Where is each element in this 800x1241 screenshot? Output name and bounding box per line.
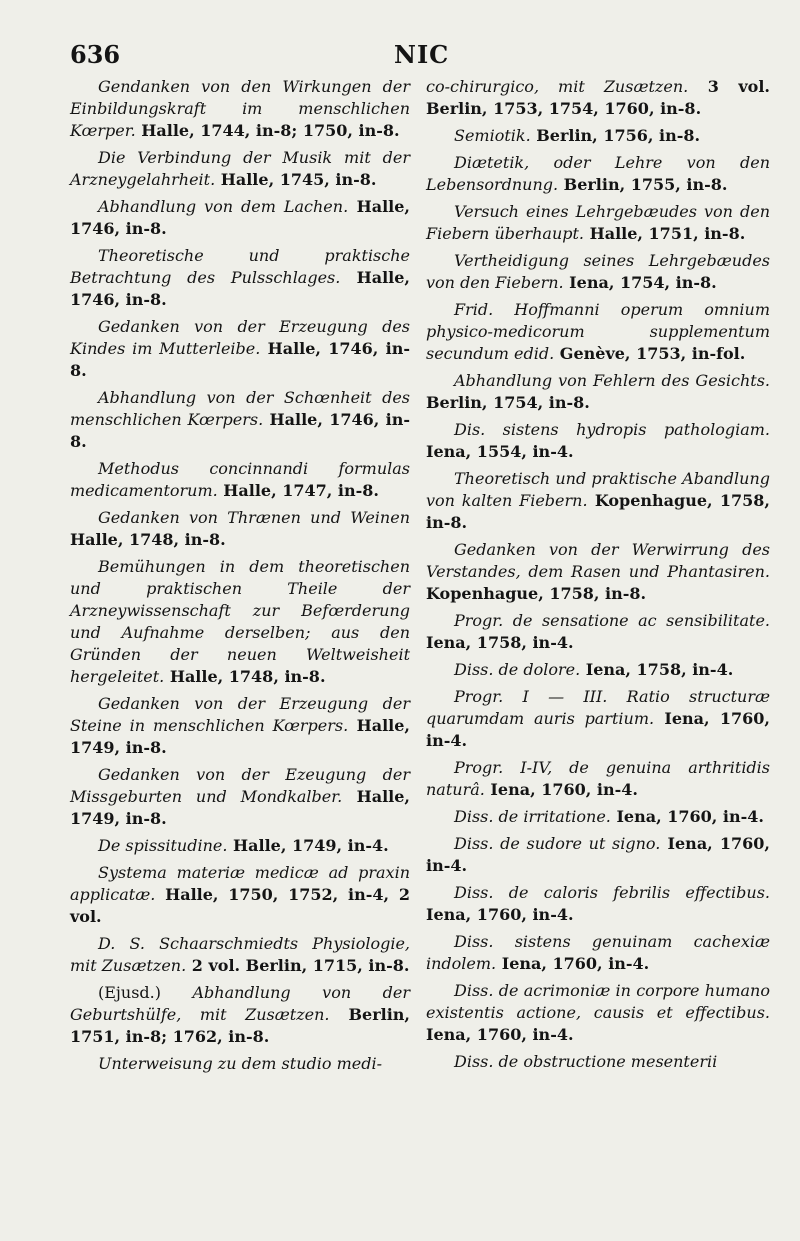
entry-title: Unterweisung zu dem studio medi- bbox=[98, 1054, 382, 1073]
entry-imprint: Halle, 1748, in-8. bbox=[70, 530, 226, 549]
entry-imprint: Iena, 1758, in-4. bbox=[580, 660, 734, 679]
entry-imprint: Berlin, 1751, in-8; 1762, in-8. bbox=[70, 1005, 410, 1046]
entry-imprint: Iena, 1760, in-4. bbox=[426, 905, 574, 924]
entry-title: Semiotik. bbox=[454, 126, 531, 145]
entry-imprint: Halle, 1747, in-8. bbox=[217, 481, 379, 500]
entry-title: Abhandlung von der Geburtshülfe, mit Zusætzen. bbox=[70, 983, 410, 1024]
entry-title: Theoretisch und praktische Abandlung von kalten Fiebern. bbox=[426, 469, 770, 510]
entry-title: Diss. de caloris febrilis effectibus. bbox=[454, 883, 770, 902]
bibliography-entry bbox=[70, 147, 410, 191]
bibliography-entry bbox=[426, 468, 770, 534]
entry-imprint: Iena, 1760, in-4. bbox=[426, 709, 770, 750]
bibliography-entry bbox=[70, 196, 410, 240]
entry-imprint: Halle, 1744, in-8; 1750, in-8. bbox=[135, 121, 400, 140]
entry-title: De spissitudine. bbox=[98, 836, 228, 855]
left-column bbox=[70, 76, 410, 1080]
entry-imprint: Iena, 1758, in-4. bbox=[426, 633, 574, 652]
entry-title: co-chirurgico, mit Zusætzen. bbox=[426, 77, 689, 96]
bibliography-entry bbox=[426, 419, 770, 463]
entry-imprint: 2 vol. Berlin, 1715, in-8. bbox=[186, 956, 410, 975]
entry-title: Abhandlung von Fehlern des Gesichts. bbox=[454, 371, 770, 390]
bibliography-entry bbox=[426, 659, 770, 681]
bibliography-entry bbox=[426, 201, 770, 245]
bibliography-entry bbox=[426, 1051, 770, 1073]
entry-imprint: Iena, 1760, in-4. bbox=[426, 1025, 574, 1044]
bibliography-entry bbox=[426, 125, 770, 147]
entry-title: Abhandlung von der Schœnheit des menschlichen Kœrpers. bbox=[70, 388, 410, 429]
entry-imprint: Iena, 1554, in-4. bbox=[426, 442, 574, 461]
bibliography-entry bbox=[426, 757, 770, 801]
bibliography-entry bbox=[426, 152, 770, 196]
entry-title: Gedanken von der Erzeugung des Kindes im Mutterleibe. bbox=[70, 317, 410, 358]
bibliography-entry bbox=[426, 806, 770, 828]
entry-imprint: Halle, 1748, in-8. bbox=[164, 667, 326, 686]
entry-imprint: Halle, 1746, in-8. bbox=[70, 197, 410, 238]
page-number: 636 bbox=[70, 40, 121, 69]
right-column bbox=[426, 76, 770, 1078]
entry-imprint: Halle, 1749, in-4. bbox=[227, 836, 389, 855]
entry-imprint: Berlin, 1756, in-8. bbox=[530, 126, 701, 145]
bibliography-entry bbox=[70, 933, 410, 977]
entry-title: Methodus concinnandi formulas medicamentorum. bbox=[70, 459, 410, 500]
bibliography-entry bbox=[426, 370, 770, 414]
entry-title: Diss. de acrimoniæ in corpore humano existentis actione, causis et effectibus. bbox=[426, 981, 770, 1022]
entry-imprint: Genève, 1753, in-fol. bbox=[554, 344, 746, 363]
entry-title: Versuch eines Lehrgebæudes von den Fiebern überhaupt. bbox=[426, 202, 770, 243]
bibliography-entry bbox=[426, 931, 770, 975]
bibliography-entry bbox=[426, 882, 770, 926]
entry-title: Dis. sistens hydropis pathologiam. bbox=[454, 420, 770, 439]
bibliography-entry bbox=[70, 1053, 410, 1075]
entry-title: Gedanken von der Werwirrung des Verstandes, dem Rasen und Phantasiren. bbox=[426, 540, 770, 581]
entry-title: Progr. de sensatione ac sensibilitate. bbox=[454, 611, 770, 630]
bibliography-entry bbox=[70, 245, 410, 311]
entry-title: Diætetik, oder Lehre von den Lebensordnung. bbox=[426, 153, 770, 194]
entry-imprint: Iena, 1760, in-4. bbox=[484, 780, 638, 799]
bibliography-entry bbox=[70, 556, 410, 688]
entry-imprint: Halle, 1746, in-8. bbox=[70, 410, 410, 451]
entry-title: Abhandlung von dem Lachen. bbox=[98, 197, 349, 216]
entry-title: D. S. Schaarschmiedts Physiologie, mit Zusætzen. bbox=[70, 934, 410, 975]
entry-title: Diss. sistens genuinam cachexiæ indolem. bbox=[426, 932, 770, 973]
entry-title: Diss. de dolore. bbox=[454, 660, 581, 679]
bibliography-entry bbox=[70, 507, 410, 551]
entry-imprint: Berlin, 1754, in-8. bbox=[426, 393, 590, 412]
entry-imprint: Halle, 1750, 1752, in-4, 2 vol. bbox=[70, 885, 410, 926]
bibliography-entry bbox=[70, 316, 410, 382]
bibliography-entry bbox=[426, 299, 770, 365]
bibliography-entry bbox=[70, 76, 410, 142]
entry-imprint: Iena, 1760, in-4. bbox=[610, 807, 764, 826]
entry-title: Gedanken von Thrænen und Weinen bbox=[98, 508, 410, 527]
page-header bbox=[70, 40, 760, 76]
bibliography-entry bbox=[70, 982, 410, 1048]
entry-imprint: Halle, 1746, in-8. bbox=[70, 268, 410, 309]
bibliography-entry bbox=[426, 250, 770, 294]
entry-title: Vertheidigung seines Lehrgebæudes von den Fiebern. bbox=[426, 251, 770, 292]
entry-title: Systema materiæ medicæ ad praxin applicatæ. bbox=[70, 863, 410, 904]
entry-imprint: 3 vol. Berlin, 1753, 1754, 1760, in-8. bbox=[426, 77, 770, 118]
entry-title: Gendanken von den Wirkungen der Einbildungskraft im menschlichen Kœrper. bbox=[70, 77, 410, 140]
entry-imprint: Berlin, 1755, in-8. bbox=[558, 175, 728, 194]
entry-imprint: Halle, 1746, in-8. bbox=[70, 339, 410, 380]
bibliography-entry bbox=[70, 458, 410, 502]
running-head: NIC bbox=[394, 40, 450, 69]
entry-title: Bemühungen in dem theoretischen und praktischen Theile der Arzneywissenschaft zur Befœrderung und Aufnahme derselben; aus den Gründen der neuen Weltweisheit hergeleitet. bbox=[70, 557, 410, 686]
entry-imprint: Halle, 1749, in-8. bbox=[70, 716, 410, 757]
entry-title: Diss. de obstructione mesenterii bbox=[454, 1052, 718, 1071]
bibliography-entry bbox=[426, 980, 770, 1046]
entry-title: Theoretische und praktische Betrachtung des Pulsschlages. bbox=[70, 246, 410, 287]
entry-imprint: Halle, 1745, in-8. bbox=[215, 170, 377, 189]
entry-title: Frid. Hoffmanni operum omnium physico-medicorum supplementum secundum edid. bbox=[426, 300, 770, 363]
bibliography-entry bbox=[70, 693, 410, 759]
entry-imprint: Iena, 1754, in-8. bbox=[563, 273, 717, 292]
bibliography-entry bbox=[426, 833, 770, 877]
bibliography-entry bbox=[426, 76, 770, 120]
entry-title: Diss. de sudore ut signo. bbox=[454, 834, 661, 853]
entry-imprint: Halle, 1749, in-8. bbox=[70, 787, 411, 828]
entry-imprint: Kopenhague, 1758, in-8. bbox=[426, 584, 647, 603]
bibliography-entry bbox=[70, 764, 410, 830]
entry-imprint: Iena, 1760, in-4. bbox=[496, 954, 650, 973]
entry-prefix: (Ejusd.) bbox=[98, 983, 193, 1002]
bibliography-entry bbox=[70, 835, 410, 857]
bibliography-entry bbox=[426, 539, 770, 605]
entry-title: Gedanken von der Erzeugung der Steine in menschlichen Kœrpers. bbox=[70, 694, 410, 735]
bibliography-entry bbox=[426, 610, 770, 654]
bibliography-entry bbox=[426, 686, 770, 752]
entry-title: Die Verbindung der Musik mit der Arzneygelahrheit. bbox=[70, 148, 410, 189]
entry-title: Progr. I — III. Ratio structuræ quarumdam auris partium. bbox=[426, 687, 770, 728]
entry-imprint: Kopenhague, 1758, in-8. bbox=[426, 491, 770, 532]
bibliography-entry bbox=[70, 387, 410, 453]
entry-imprint: Halle, 1751, in-8. bbox=[584, 224, 746, 243]
entry-imprint: Iena, 1760, in-4. bbox=[426, 834, 771, 875]
bibliography-entry bbox=[70, 862, 410, 928]
entry-title: Progr. I-IV, de genuina arthritidis naturâ. bbox=[426, 758, 770, 799]
entry-title: Gedanken von der Ezeugung der Missgeburten und Mondkalber. bbox=[70, 765, 410, 806]
entry-title: Diss. de irritatione. bbox=[454, 807, 611, 826]
